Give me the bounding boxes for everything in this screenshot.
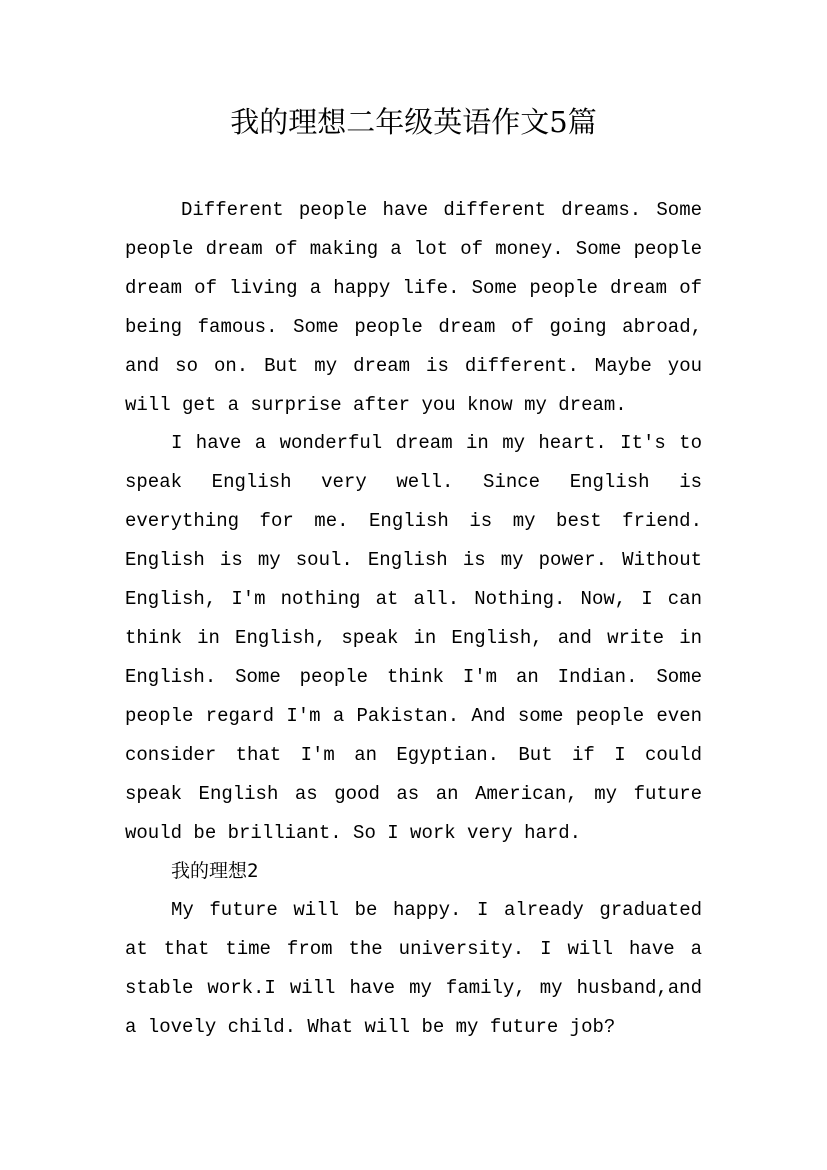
- paragraph-intro: Different people have different dreams. Some people dream of making a lot of money. Some people dream of living a happy life. Some people dream of being famous. Some people dream of going abroad, and so on. But my dream is different. Maybe you will get a surprise after you know my dream.: [125, 199, 702, 416]
- section-heading-2: 我的理想2: [171, 860, 259, 883]
- document-body: [125, 191, 702, 1047]
- document-title: 我的理想二年级英语作文5篇: [230, 105, 597, 139]
- paragraph-future: My future will be happy. I already graduated at that time from the university. I will have a stable work.I will have my family, my husband,and a lovely child. What will be my future job?: [125, 899, 702, 1039]
- paragraph-english-dream: I have a wonderful dream in my heart. It's to speak English very well. Since English is everything for me. English is my best friend. English is my soul. English is my power. Without English, I'm nothing at all. Nothing. Now, I can think in English, speak in English, and write in English. Some people think I'm an Indian. Some people regard I'm a Pakistan. And some people even consider that I'm an Egyptian. But if I could speak English as good as an American, my future would be brilliant. So I work very hard.: [125, 432, 702, 844]
